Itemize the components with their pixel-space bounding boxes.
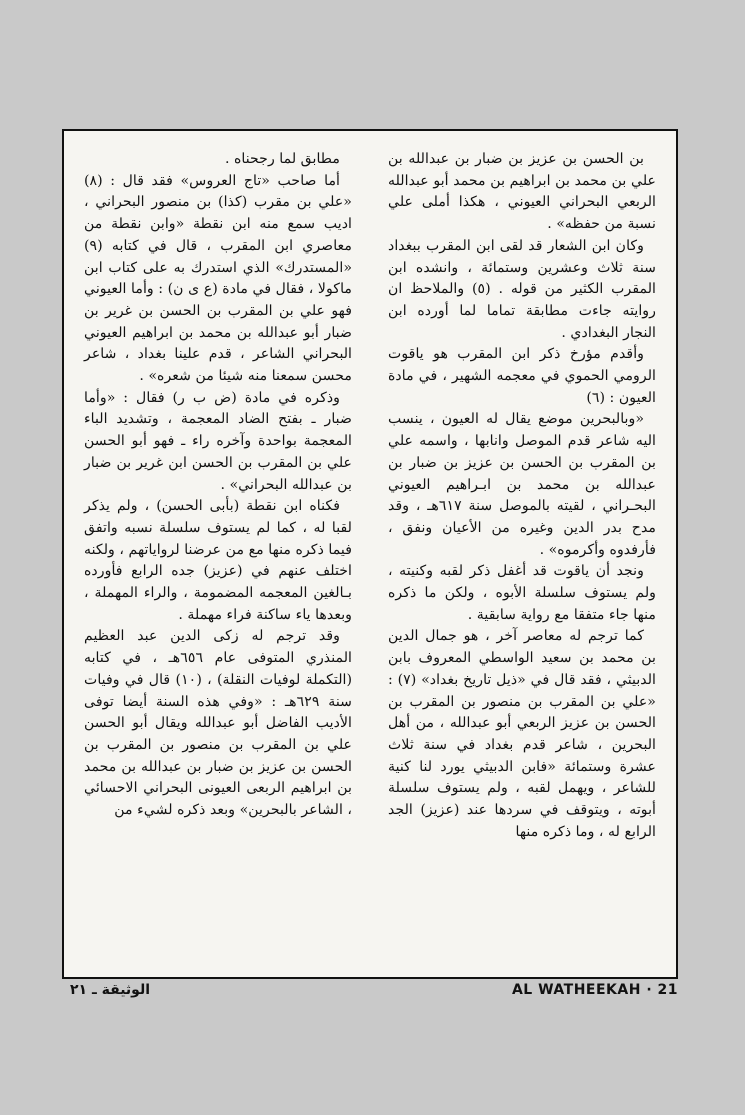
paragraph: وقد ترجم له زكى الدين عبد العظيم المنذري المتوفى عام ٦٥٦هـ ، في كتابه (التكملة لوفيات النقلة) ، (١٠) قال في وفيات سنة ٦٢٩هـ : «وفي هذه السنة أيضا توفى الأديب الفاضل أبو عبدالله ويقال أبو الحسن علي بن المقرب بن منصور بن المقرب بن الحسن بن عزيز بن ضبار بن عبدالله بن محمد بن ابراهيم الربعى العيونى البحراني الاحسائي ، الشاعر بالبحرين» وبعد ذكره لشيء من [84,628,353,819]
paragraph: وكان ابن الشعار قد لقى ابن المقرب ببغداد سنة ثلاث وعشرين وستمائة ، وانشده ابن المقرب الكثير من قوله . (٥) والملاحظ ان روايته جاءت مطابقة تماما لما أورده ابن النجار البغدادي . [388,237,656,341]
page-footer [62,982,678,1004]
paragraph: أما صاحب «تاج العروس» فقد قال : (٨) «علي بن مقرب (كذا) بن منصور البحراني ، اديب سمع منه ابن نقطة «وابن نقطة من معاصري ابن المقرب ، قال في كتابه (٩) «المستدرك» الذي استدرك به على كتاب ابن ماكولا ، فقال في مادة (ع ى ن) : وأما العيوني فهو علي بن المقرب بن الحسن بن غرير بن ضبار أبو عبدالله بن محمد بن ابراهيم العيوني البحراني الشاعر ، قدم علينا بغداد ، شاعر محسن سمعنا منه شيئا من شعره» . [84,172,352,385]
paragraph: «وبالبحرين موضع يقال له العيون ، ينسب اليه شاعر قدم الموصل وانابها ، واسمه علي بن المقرب بن الحسن بن عزيز بن ضبار بن عبدالله بن محمد بن ابـراهيم العيوني البحـراني ، لقيته بالموصل سنة ٦١٧هـ ، وقد مدح بدر الدين وغيره من الأعيان ونفق ، فأرفدوه وأكرموه» . [388,411,656,558]
paragraph: كما ترجم له معاصر آخر ، هو جمال الدين بن محمد بن سعيد الواسطي المعروف بابن الدبيثي ، فقد قال في «ذيل تاريخ بغداد» (٧) : «علي بن المقرب بن منصور بن المقرب بن الحسن بن عزيز الربعي أبو عبدالله ، من أهل البحرين ، شاعر قدم بغداد في سنة ثلاث عشرة وستمائة «فابن الدبيثي يورد لنا كنية للشاعر ، ويهمل لقبه ، ولم يستوف سلسلة أبوته ، ويتوقف في سردها عند (عزيز) الجد الرابع له ، وما ذكره منها [388,628,656,840]
paragraph: وأقدم مؤرخ ذكر ابن المقرب هو ياقوت الرومي الحموي في معجمه الشهير ، في مادة العيون : (٦) [388,346,656,406]
paragraph: فكناه ابن نقطة (بأبى الحسن) ، ولم يذكر لقبا له ، كما لم يستوف سلسلة نسبه واتفق فيما ذكره منها مع من عرضنا لرواياتهم ، ولكنه اختلف عنهم في (عزيز) جده الرابع فأورده بـالغين المعجمه المضمومة ، والراء المهملة ، وبعدها ياء ساكنة فراء مهملة . [84,498,352,623]
paragraph: مطابق لما رجحناه . [224,151,340,167]
left-column [84,149,352,822]
journal-name-arabic: الوثيقة ـ ٢١ [70,982,150,998]
paragraph: وذكره في مادة (ض ب ر) فقال : «وأما ضبار ـ بفتح الضاد المعجمة ، وتشديد الباء المعجمة بواحدة وآخره راء ـ فهو أبو الحسن علي بن المقرب بن الحسن ابن غرير بن ضبار بن عبدالله البحراني» . [84,389,352,493]
page-frame [62,129,678,979]
paragraph: بن الحسن بن عزيز بن ضبار بن عبدالله بن علي بن محمد بن ابراهيم بن محمد أبو عبدالله الربعي البحراني العيوني ، هكذا أملى علي نسبة من حفظه» . [388,151,656,233]
right-column [388,149,656,844]
journal-name-latin: AL WATHEEKAH · 21 [511,982,678,998]
paragraph: ونجد أن ياقوت قد أغفل ذكر لقبه وكنيته ، ولم يستوف سلسلة الأبوه ، ولكن ما ذكره منها جاء متفقا مع رواية سابقية . [388,563,656,623]
